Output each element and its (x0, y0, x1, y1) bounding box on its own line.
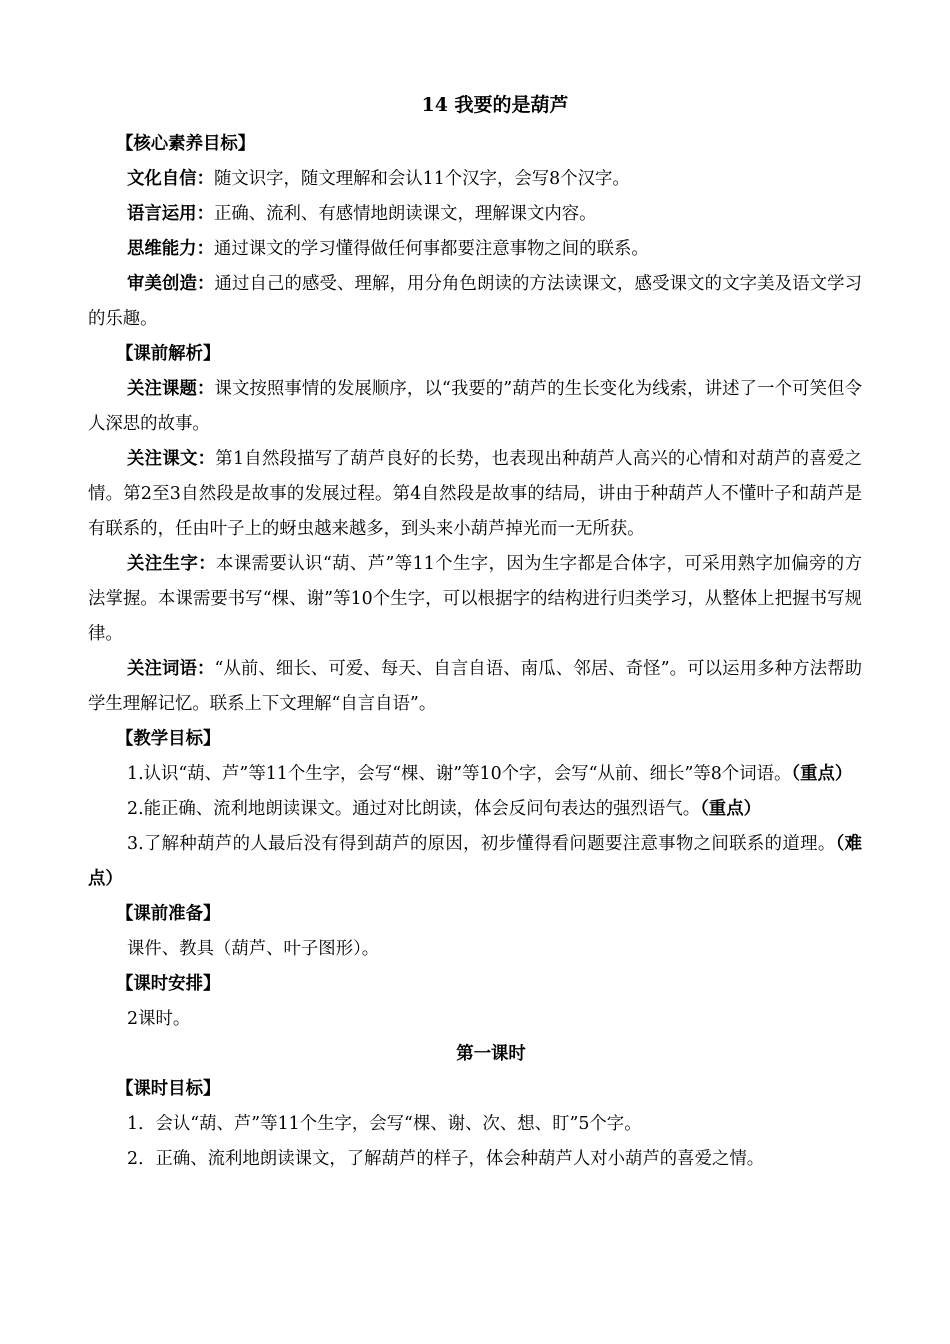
goal-tag: （重点） (791, 764, 853, 784)
analysis-item-text: 第1自然段描写了葫芦良好的长势，也表现出种葫芦人高兴的心情和对葫芦的喜爱之情。第2至3自然段是故事的发展过程。第4自然段是故事的结局，讲由于种葫芦人不懂叶子和葫芦是有联系的，任由叶子上的蚜虫越来越多，到头来小葫芦掉光而一无所获。 (88, 449, 862, 539)
goal-item (88, 757, 862, 792)
goal-tag: （难点） (88, 834, 862, 889)
analysis-item (88, 372, 862, 442)
prep-text: 课件、教具（葫芦、叶子图形）。 (127, 939, 380, 959)
core-item-text: 通过课文的学习懂得做任何事都要注意事物之间的联系。 (213, 239, 649, 259)
analysis-item-text: 本课需要认识“葫、芦”等11个生字，因为生字都是合体字，可采用熟字加偏旁的方法掌握。本课需要书写“棵、谢”等10个生字，可以根据字的结构进行归类学习，从整体上把握书写规律。 (88, 554, 862, 644)
analysis-item-label: 关注课文： (127, 449, 216, 469)
goal-item (88, 827, 862, 897)
goals-heading: 【教学目标】 (116, 729, 221, 749)
analysis-item (88, 652, 862, 722)
core-item (88, 232, 862, 267)
core-item-label: 语言运用： (127, 204, 214, 224)
lesson-goal-item: 2．正确、流利地朗读课文，了解葫芦的样子，体会种葫芦人对小葫芦的喜爱之情。 (127, 1149, 765, 1169)
goal-text: 3.了解种葫芦的人最后没有得到葫芦的原因，初步懂得看问题要注意事物之间联系的道理。 (127, 834, 836, 854)
core-item-label: 文化自信： (127, 169, 214, 189)
analysis-item (88, 442, 862, 547)
goal-item (88, 792, 862, 827)
core-item (88, 162, 862, 197)
lesson-title: 14 我要的是葫芦 (421, 94, 569, 116)
core-item-text: 正确、流利、有感情地朗读课文，理解课文内容。 (213, 204, 597, 224)
core-item-text: 通过自己的感受、理解，用分角色朗读的方法读课文，感受课文的文字美及语文学习的乐趣。 (88, 274, 862, 329)
analysis-item-label: 关注课题： (127, 379, 215, 399)
goal-text: 1.认识“葫、芦”等11个生字，会写“棵、谢”等10个字，会写“从前、细长”等8个词语。 (127, 764, 792, 784)
prep-heading: 【课前准备】 (116, 904, 221, 924)
schedule-text: 2课时。 (127, 1009, 191, 1029)
analysis-item (88, 547, 862, 652)
analysis-item-label: 关注词语： (127, 659, 215, 679)
core-heading: 【核心素养目标】 (116, 134, 256, 154)
analysis-item-text: “从前、细长、可爱、每天、自言自语、南瓜、邻居、奇怪”。可以运用多种方法帮助学生理解记忆。联系上下文理解“自言自语”。 (88, 659, 862, 714)
core-item (88, 197, 862, 232)
goal-tag: （重点） (700, 799, 761, 819)
first-lesson-title: 第一课时 (456, 1044, 526, 1064)
schedule-heading: 【课时安排】 (116, 974, 221, 994)
core-item-label: 审美创造： (127, 274, 215, 294)
goal-text: 2.能正确、流利地朗读课文。通过对比朗读，体会反问句表达的强烈语气。 (127, 799, 701, 819)
core-item-text: 随文识字，随文理解和会认11个汉字，会写8个汉字。 (213, 169, 630, 189)
lesson-goals-heading: 【课时目标】 (116, 1079, 221, 1099)
analysis-item-label: 关注生字： (127, 554, 217, 574)
document-page (88, 92, 862, 1177)
lesson-goal-item: 1．会认“葫、芦”等11个生字，会写“棵、谢、次、想、盯”5个字。 (127, 1114, 642, 1134)
core-item (88, 267, 862, 337)
analysis-item-text: 课文按照事情的发展顺序，以“我要的”葫芦的生长变化为线索，讲述了一个可笑但令人深思的故事。 (88, 379, 862, 434)
analysis-heading: 【课前解析】 (116, 344, 221, 364)
core-item-label: 思维能力： (127, 239, 214, 259)
